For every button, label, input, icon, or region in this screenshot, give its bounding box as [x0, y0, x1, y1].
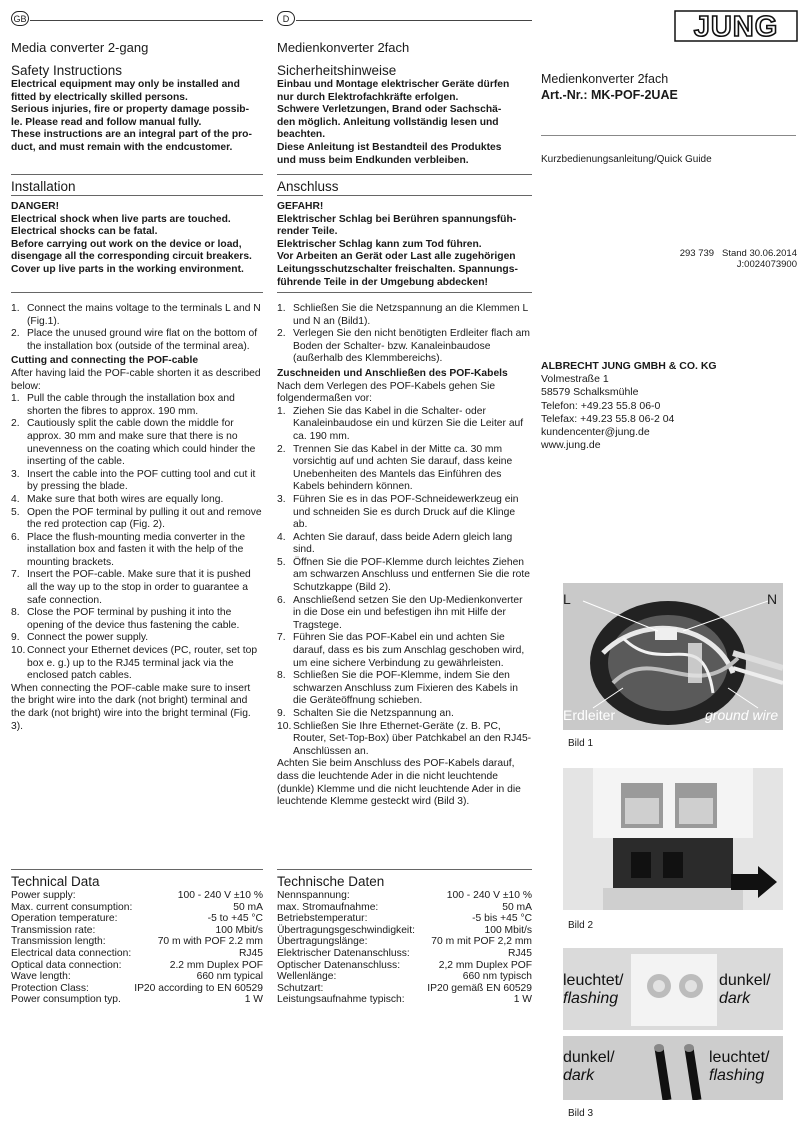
list-item: 2. Verlegen Sie den nicht benötigten Erdleiter flach am Boden der Schalter- bzw. Kanaleinbaudose (außerhalb des Klemmbereichs). [277, 328, 530, 365]
list-item: 6. Place the flush-mounting media converter in the installation box and fasten it with the help of the mounting brackets. [11, 531, 246, 568]
section-rule [277, 869, 532, 870]
list-item: 4. Achten Sie darauf, dass beide Adern gleich lang sind. [277, 531, 513, 556]
list-item: 1. Pull the cable through the installation box and shorten the fibres to approx. 190 mm. [11, 393, 235, 417]
list-item: 5. Open the POF terminal by pulling it out and remove the red protection cap (Fig. 2). [11, 506, 262, 531]
list-item: 3. Führen Sie es in das POF-Schneidewerkzeug ein und schneiden Sie es durch Druck auf die Klinge ab. [277, 493, 519, 531]
label-top-left: leuchtet/ flashing [563, 972, 624, 1007]
de-pof-intro: Nach dem Verlegen des POF-Kabels gehen Sie folgendermaßen vor: [277, 380, 496, 405]
figure-2-photo [563, 768, 783, 910]
table-row: Power supply: 100 - 240 V ±10 % [11, 890, 263, 901]
table-row: Übertragungslänge: 70 m mit POF 2,2 mm [277, 936, 532, 948]
label-top-right: dunkel/ dark [719, 972, 771, 1007]
figure-1-photo [563, 583, 783, 730]
table-row: Optical data connection: 2.2 mm Duplex POF [11, 959, 263, 971]
product-name: Medienkonverter 2fach [541, 72, 669, 86]
de-tech-heading: Technische Daten [277, 874, 385, 889]
table-row: Protection Class: IP20 according to EN 60529 [11, 982, 263, 994]
email-link[interactable]: kundencenter@jung.de [541, 426, 650, 439]
list-item: 10. Connect your Ethernet devices (PC, router, set top box e. g.) up to the RJ45 terminal jack via the enclosed patch cables. [11, 645, 258, 682]
table-row: Power consumption typ. 1 W [11, 994, 263, 1006]
de-safety-text: Einbau und Montage elektrischer Geräte dürfen nur durch Elektrofachkräfte erfolgen. Schwere Verletzungen, Brand oder Sachschä- den möglich. Anleitung vollständig lesen und beachten. Diese Anleitung ist Bestandteil des Produktes und muss beim Endkunden verbleiben. [277, 79, 510, 166]
table-row: Betriebstemperatur: -5 bis +45 °C [277, 913, 532, 925]
list-item: 1. Ziehen Sie das Kabel in die Schalter- oder Kanaleinbaudose ein und kürzen Sie die Leiter auf ca. 190 mm. [277, 405, 524, 442]
table-row: Nennspannung: 100 - 240 V ±10 % [277, 890, 532, 901]
table-row: Schutzart: IP20 gemäß EN 60529 [277, 982, 532, 994]
header-rule [296, 20, 532, 21]
label-bottom-left: dunkel/ dark [563, 1049, 615, 1084]
label-n: N [767, 591, 778, 607]
table-row: Optischer Datenanschluss: 2,2 mm Duplex POF [277, 959, 532, 971]
section-rule [277, 292, 532, 293]
section-rule [277, 174, 532, 175]
en-pof-intro: After having laid the POF-cable shorten it as described below: [11, 367, 261, 392]
list-item: 2. Trennen Sie das Kabel in der Mitte ca. 30 mm vorsichtig auf und achten Sie darauf, dass keine Unebenheiten des Mantels das Einführen des Kabels behindern können. [277, 443, 513, 493]
list-item: 2. Place the unused ground wire flat on the bottom of the installation box (outside of the terminal area). [11, 328, 258, 352]
section-rule [11, 174, 263, 175]
list-item: 9. Schalten Sie die Netzspannung an. [277, 708, 454, 719]
de-pof-outro: Achten Sie beim Anschluss des POF-Kabels darauf, dass die leuchtende Ader in die nicht leuchtende (dunkle) Klemme und die nicht leuchtende Ader in die leuchtende Klemme gesteckt wird (Bild 3). [277, 758, 521, 808]
table-row: Transmission rate: 100 Mbit/s [11, 924, 263, 936]
de-install-heading: Anschluss [277, 179, 339, 194]
list-item: 2. Cautiously split the cable down the middle for approx. 30 mm and make sure that there is no unevenness on the coating which could hinder the inserting of the cable. [11, 418, 256, 468]
en-install-heading: Installation [11, 179, 76, 194]
list-item: 7. Insert the POF-cable. Make sure that it is pushed all the way up to the stop in order to guarantee a safe connection. [11, 569, 251, 606]
figure-3-caption: Bild 3 [568, 1108, 594, 1119]
website-link[interactable]: www.jung.de [541, 439, 601, 452]
en-danger-text: DANGER! Electrical shock when live parts are touched. Electrical shocks can be fatal. Before carrying out work on the device or load, disengage all the corresponding circuit breakers. Cover up live parts in the working environment. [11, 201, 252, 275]
section-rule [541, 135, 796, 136]
table-row: Transmission length: 70 m with POF 2.2 mm [11, 936, 263, 948]
de-safety-heading: Sicherheitshinweise [277, 63, 397, 78]
section-rule [11, 292, 263, 293]
lang-badge-de: D [277, 11, 295, 26]
table-row: max. Stromaufnahme: 50 mA [277, 901, 532, 913]
article-number: Art.-Nr.: MK-POF-2UAE [541, 88, 678, 102]
de-tech-table [277, 890, 532, 1006]
table-row: Operation temperature: -5 to +45 °C [11, 913, 263, 925]
list-item: 6. Anschließend setzen Sie den Up-Medienkonverter in die Dose ein und befestigen ihn mit Hilfe der Tragstege. [277, 594, 523, 631]
en-pof-outro: When connecting the POF-cable make sure to insert the bright wire into the dark (not bright) terminal and the dark (not bright) wire into the bright terminal (Fig. 3). [11, 682, 251, 732]
table-row: Max. current consumption: 50 mA [11, 901, 263, 913]
list-item: 10. Schließen Sie Ihre Ethernet-Geräte (z. B. PC, Router, Set-Top-Box) über Patchkabel an den RJ45-Anschlüssen an. [277, 720, 532, 757]
label-erdleiter: Erdleiter [563, 707, 616, 723]
en-title: Media converter 2-gang [11, 40, 149, 55]
header-rule [30, 20, 263, 21]
figure-2-caption: Bild 2 [568, 920, 594, 931]
label-l: L [563, 591, 571, 607]
list-item: 1. Schließen Sie die Netzspannung an die Klemmen L und N an (Bild1). [277, 303, 528, 327]
media-converter-illustration [563, 768, 783, 910]
de-danger-text: GEFAHR! Elektrischer Schlag bei Berühren spannungsfüh- render Teile. Elektrischer Schlag kann zum Tod führen. Vor Arbeiten an Gerät oder Last alle zugehörigen Leitungsschutzschalter freischalten. Spannungs- führende Teile in der Umgebung abdecken! [277, 201, 518, 288]
table-row: Wellenlänge: 660 nm typisch [277, 971, 532, 983]
lang-badge-gb: GB [11, 11, 29, 26]
svg-text:JUNG: JUNG [693, 11, 779, 42]
en-safety-text: Electrical equipment may only be installed and fitted by electrically skilled persons. Serious injuries, fire or property damage possib- le. Please read and follow manual fully. These instructions are an integral part of the pro- duct, and must remain with the endcustomer. [11, 79, 252, 153]
section-rule [11, 195, 263, 196]
de-title: Medienkonverter 2fach [277, 40, 410, 55]
section-rule [11, 869, 263, 870]
list-item: 3. Insert the cable into the POF cutting tool and cut it by pressing the blade. [11, 468, 256, 493]
list-item: 8. Schließen Sie die POF-Klemme, indem Sie den schwarzen Anschluss zum Fixieren des Kabels in die Geräteöffnung schieben. [277, 670, 518, 707]
figure-1-caption: Bild 1 [568, 738, 594, 749]
en-tech-heading: Technical Data [11, 874, 100, 889]
en-instructions [11, 303, 263, 733]
en-pof-heading: Cutting and connecting the POF-cable [11, 355, 199, 367]
list-item: 7. Führen Sie das POF-Kabel ein und achten Sie darauf, dass es bis zum Anschlag geschoben wird, um eine sichere Verbindung zu gewährleisten. [277, 632, 525, 669]
table-row: Elektrischer Datenanschluss: RJ45 [277, 947, 532, 959]
section-rule [277, 195, 532, 196]
table-row: Leistungsaufnahme typisch: 1 W [277, 994, 532, 1006]
doc-info: 293 739 Stand 30.06.2014 J:0024073900 [679, 248, 797, 270]
label-bottom-right: leuchtet/ flashing [709, 1049, 770, 1084]
company-address: ALBRECHT JUNG GMBH & CO. KG Volmestraße 1 58579 Schalksmühle Telefon: +49.23 55.8 06-0 Telefax: +49.23 55.8 06-2 04 kundencenter@jung.de www.jung.de [541, 360, 796, 452]
de-instructions [277, 303, 532, 809]
list-item: 9. Connect the power supply. [11, 632, 149, 644]
list-item: 8. Close the POF terminal by pushing it into the opening of the device thus fastening the cable. [11, 607, 240, 631]
table-row: Übertragungsgeschwindigkeit: 100 Mbit/s [277, 924, 532, 936]
table-row: Electrical data connection: RJ45 [11, 947, 263, 959]
table-row: Wave length: 660 nm typical [11, 971, 263, 983]
figure-3-photo [563, 948, 783, 1100]
list-item: 1. Connect the mains voltage to the terminals L and N (Fig.1). [11, 303, 261, 327]
en-safety-heading: Safety Instructions [11, 63, 123, 78]
en-tech-table [11, 890, 263, 1006]
jung-logo [674, 10, 798, 42]
list-item: 5. Öffnen Sie die POF-Klemme durch leichtes Ziehen am schwarzen Anschluss und entfernen Sie die rote Schutzkappe (Bild 2). [277, 556, 530, 594]
quick-guide-label: Kurzbedienungsanleitung/Quick Guide [541, 154, 712, 165]
de-pof-heading: Zuschneiden und Anschließen des POF-Kabels [277, 367, 508, 379]
label-ground-wire: ground wire [705, 707, 779, 723]
list-item: 4. Make sure that both wires are equally long. [11, 493, 224, 505]
